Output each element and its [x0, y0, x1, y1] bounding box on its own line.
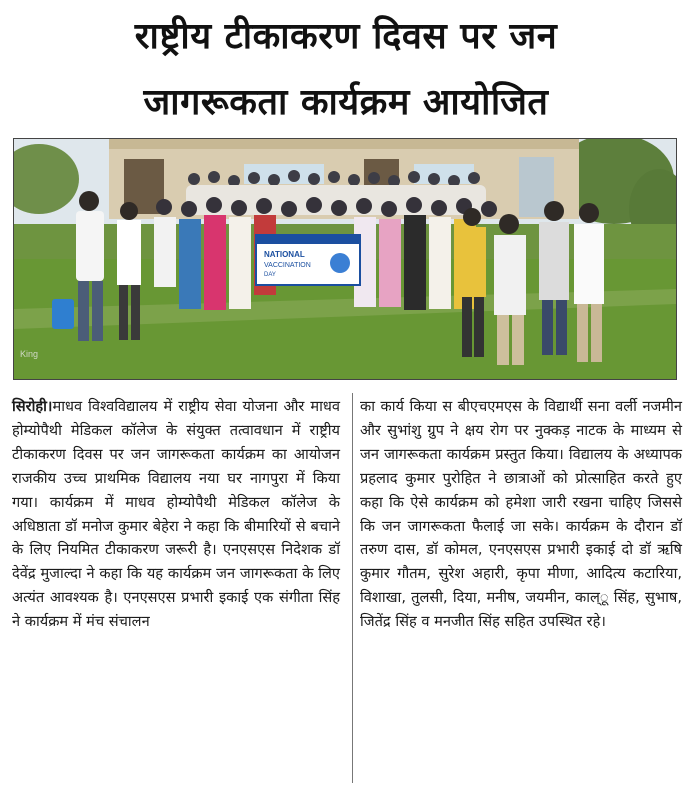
headline-line-2: जागरूकता कार्यक्रम आयोजित [143, 82, 549, 123]
banner-small: DAY [264, 272, 276, 278]
article-column-left [12, 395, 340, 634]
group-photo [13, 138, 677, 380]
photo-watermark: King [20, 349, 39, 359]
group-photo-illustration [14, 139, 676, 379]
banner-subtitle: VACCINATION [264, 262, 311, 269]
article-dateline: सिरोही। [12, 398, 53, 415]
article-left-text: माधव विश्वविद्यालय में राष्ट्रीय सेवा योजना और माधव होम्योपैथी मेडिकल कॉलेज के संयुक्त तत्वावधान में राष्ट्रीय टीकाकरण दिवस पर जन जागरूकता कार्यक्रम का आयोजन राजकीय उच्च प्राथमिक विद्यालय नया घर नागपुरा में किया गया। कार्यक्रम में माधव होम्योपैथी मेडिकल कॉलेज के अधिष्ठाता डॉ मनोज कुमार बेहेरा ने कहा कि बीमारियों से बचाने के लिए नियमित टीकाकरण जरूरी है। एनएसएस निदेशक डॉ देवेंद्र मुजाल्दा ने कहा कि यह कार्यक्रम जन जागरूकता के लिए अत्यंत आवश्यक है। एनएसएस प्रभारी इकाई एक संगीता सिंह ने कार्यक्रम में मंच संचालन [12, 398, 340, 631]
headline [8, 4, 684, 136]
article-column-right [360, 395, 682, 634]
headline-line-1: राष्ट्रीय टीकाकरण दिवस पर जन [134, 16, 558, 57]
banner-title: NATIONAL [264, 250, 305, 259]
event-banner [256, 235, 360, 285]
article-right-text: का कार्य किया स बीएचएमएस के विद्यार्थी सना वर्ली नजमीन और सुभांशु ग्रुप ने क्षय रोग पर नुक्कड़ नाटक के माध्यम से जन जागरूकता कार्यक्रम प्रस्तुत किया। विद्यालय के अध्यापक प्रहलाद कुमार पुरोहित ने छात्राओं को प्रोत्साहित करते हुए कहा कि ऐसे कार्यक्रम को हमेशा जारी रखना चाहिए जिससे कि जन जागरूकता फैलाई जा सके। कार्यक्रम के दौरान डॉ तरुण दास, डॉ कोमल, एनएसएस प्रभारी इकाई दो डॉ ऋषि कुमार गौतम, सुरेश अहारी, कृपा मीणा, आदित्य कटारिया, विशाखा, तुलसी, दिया, मनीष, जयमीन, काल्ू सिंह, सुभाष, जितेंद्र सिंह व मनजीत सिंह सहित उपस्थित रहे। [360, 398, 682, 631]
column-divider [352, 393, 353, 783]
